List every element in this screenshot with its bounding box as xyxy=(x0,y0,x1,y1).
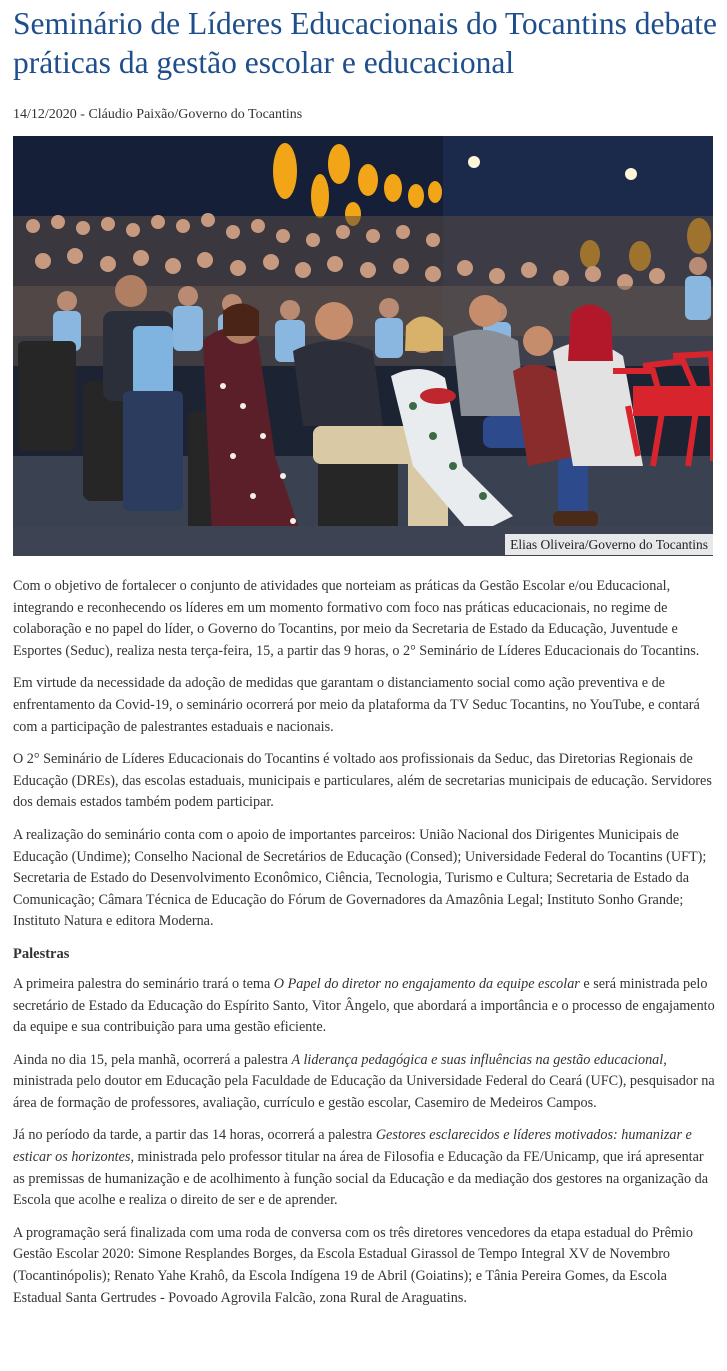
article-photo[interactable] xyxy=(13,136,713,556)
meta-separator: - xyxy=(76,107,89,122)
article-body xyxy=(13,576,718,1320)
paragraph-text: A primeira palestra do seminário trará o tema xyxy=(13,975,274,992)
paragraph: A programação será finalizada com uma roda de conversa com os três diretores vencedores da etapa estadual do Prêmio Gestão Escolar 2020: Simone Resplandes Borges, da Escola Estadual Girassol de Tempo Integral XV de Novembro (Tocantinópolis); Renato Yahe Krahô, da Escola Indígena 19 de Abril (Goiatins); e Tânia Pereira Gomes, da Escola Estadual Santa Gertrudes - Povoado Agrovila Falcão, zona Rural de Araguatins. xyxy=(13,1224,693,1306)
paragraph: Com o objetivo de fortalecer o conjunto de atividades que norteiam as práticas da Gestão Escolar e/ou Educacional, integrando e reconhecendo os líderes em um momento formativo com foco nas práticas educacionais, no regime de colaboração e no papel do líder, o Governo do Tocantins, por meio da Secretaria de Estado da Educação, Juventude e Esportes (Seduc), realiza nesta terça-feira, 15, a partir das 9 horas, o 2° Seminário de Líderes Educacionais do Tocantins. xyxy=(13,578,700,659)
lecture-title: O Papel do diretor no engajamento da equipe escolar xyxy=(273,975,580,992)
article-meta xyxy=(13,106,302,124)
lecture-title: Gestores esclarecidos e líderes motivados: humanizar e esticar os horizontes xyxy=(13,1127,692,1166)
photo-credit: Elias Oliveira/Governo do Tocantins xyxy=(505,534,713,555)
lecture-title: A liderança pedagógica e suas influências na gestão educacional xyxy=(291,1051,664,1068)
paragraph-text: , ministrada pelo doutor em Educação pela Faculdade de Educação da Universidade Federal do Ceará (UFC), pesquisador na área de formação de professores, avaliação, currículo e gestão escolar, Casemiro de Medeiros Campos. xyxy=(13,1051,715,1111)
paragraph xyxy=(13,974,718,1039)
paragraph-text: Ainda no dia 15, pela manhã, ocorrerá a palestra xyxy=(13,1051,292,1068)
paragraph: A realização do seminário conta com o apoio de importantes parceiros: União Nacional dos Dirigentes Municipais de Educação (Undime); Conselho Nacional de Secretários de Educação (Consed); Universidade Federal do Tocantins (UFT); Secretaria de Estado do Desenvolvimento Econômico, Ciência, Tecnologia, Turismo e Cultura; Secretaria de Estado da Comunicação; Câmara Técnica de Educação do Fórum de Governadores da Amazônia Legal; Instituto Sonho Grande; Instituto Natura e editora Moderna. xyxy=(13,826,707,930)
paragraph xyxy=(13,1050,718,1115)
paragraph-text: , ministrada pelo professor titular na área de Filosofia e Educação da FE/Unicamp, que irá apresentar as premissas de humanização e de acolhimento à função social da Educação e da mediação dos gestores na organização da Escola que acolhe e realiza o direito de ser e de aprender. xyxy=(13,1149,709,1209)
section-heading-palestras: Palestras xyxy=(13,945,70,962)
article-author: Cláudio Paixão/Governo do Tocantins xyxy=(88,107,303,122)
paragraph: Em virtude da necessidade da adoção de medidas que garantam o distanciamento social como ação preventiva e de enfrentamento da Covid-19, o seminário ocorrerá por meio da plataforma da TV Seduc Tocantins, no YouTube, e contará com a participação de palestrantes estaduais e nacionais. xyxy=(13,675,700,735)
paragraph xyxy=(13,1125,718,1211)
paragraph-text: e será ministrada pelo secretário de Estado da Educação do Espírito Santo, Vitor Ângelo, que abordará a importância e o processo de engajamento da equipe e sua contribuição para uma gestão eficiente. xyxy=(13,975,715,1036)
article-title: Seminário de Líderes Educacionais do Tocantins debate práticas da gestão escolar e educacional xyxy=(13,6,717,80)
auditorium-photo-illustration xyxy=(13,136,713,556)
paragraph-text: Já no período da tarde, a partir das 14 horas, ocorrerá a palestra xyxy=(13,1127,376,1144)
paragraph: O 2° Seminário de Líderes Educacionais do Tocantins é voltado aos profissionais da Seduc, das Diretorias Regionais de Educação (DREs), das escolas estaduais, municipais e particulares, além de secretarias municipais de educação. Servidores dos demais estados também podem participar. xyxy=(13,751,712,811)
article-date: 14/12/2020 xyxy=(13,107,77,122)
